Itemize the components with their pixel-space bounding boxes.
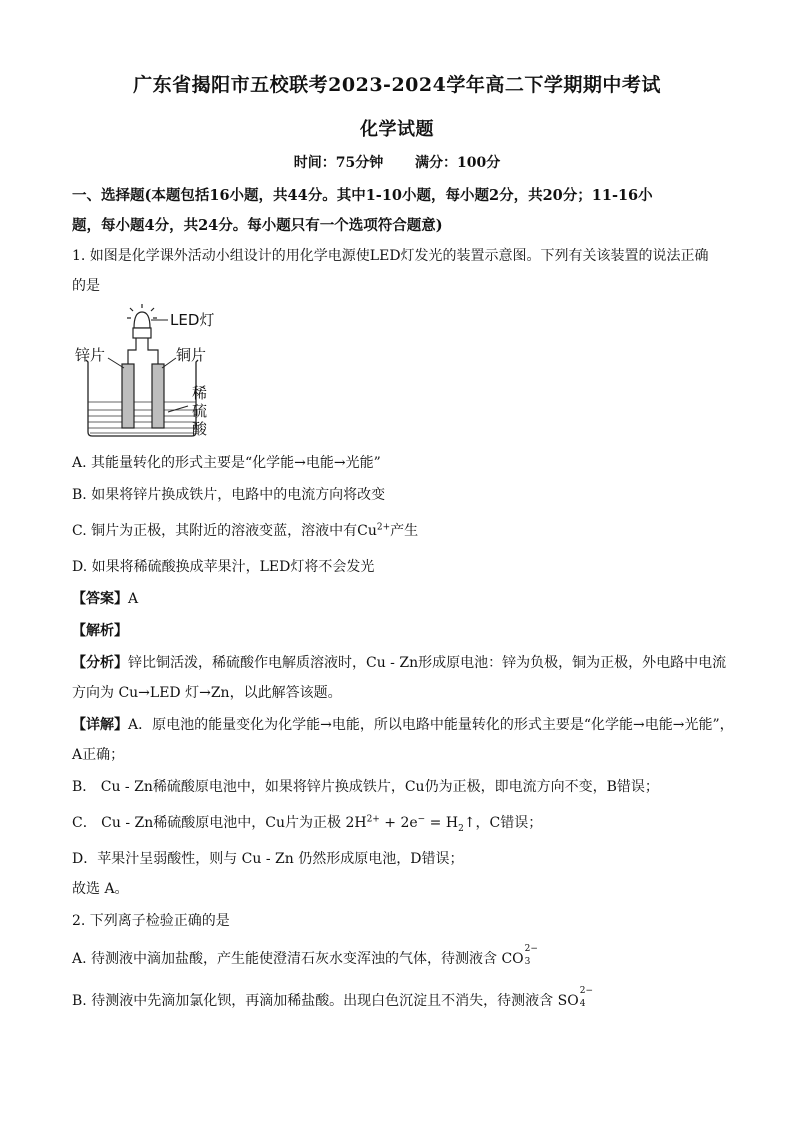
circuit-wires <box>128 338 158 364</box>
copper-pointer-line <box>162 358 176 368</box>
q2-option-a-ion <box>524 944 540 967</box>
detail-tag: 【详解】 <box>72 717 128 733</box>
copper-plate <box>152 364 164 428</box>
q1-stem-line-1: 1. 如图是化学课外活动小组设计的用化学电源使LED灯发光的装置示意图。下列有关该装置的说法正确 <box>72 248 709 264</box>
section-heading-line-2: 题，每小题4分，共24分。每小题只有一个选项符合题意) <box>72 217 443 234</box>
zinc-label: 锌片 <box>75 346 106 364</box>
q1-answer <box>72 588 138 608</box>
q1-fenxi-line-1 <box>72 652 726 672</box>
detail-c-subscript: 2 <box>458 823 464 834</box>
led-bulb-icon <box>127 304 157 338</box>
detail-c-text: C． Cu - Zn稀硫酸原电池中，Cu片为正极 2H <box>72 815 367 831</box>
beaker-icon <box>86 360 198 436</box>
section-heading-line-1: 一、选择题(本题包括16小题，共44分。其中1-10小题，每小题2分，共20分；11-16小 <box>72 187 653 204</box>
acid-solution <box>88 402 196 433</box>
q2-option-a-charge: 2− <box>524 944 538 954</box>
q2-option-b-charge: 2− <box>579 986 593 996</box>
answer-tag: 【答案】 <box>72 591 128 607</box>
fenxi-tag: 【分析】 <box>72 655 128 671</box>
detail-c-charge-1: 2+ <box>366 814 380 825</box>
q1-detail-a-line-2: A正确； <box>72 747 125 763</box>
q1-conclusion: 故选 A。 <box>72 881 129 897</box>
q1-detail-d: D．苹果汁呈弱酸性，则与 Cu - Zn 仍然形成原电池，D错误； <box>72 851 464 867</box>
led-label: LED灯 <box>170 311 215 329</box>
q2-option-b-subscript: 4 <box>579 999 586 1009</box>
copper-label: 铜片 <box>176 346 207 364</box>
q1-stem-line-2: 的是 <box>72 278 100 294</box>
galvanic-cell-figure <box>72 302 232 442</box>
detail-c-eq: = H <box>425 815 459 831</box>
q2-option-a <box>72 944 540 968</box>
acid-pointer-line <box>168 406 188 412</box>
detail-c-mid: + 2e <box>379 815 418 831</box>
q2-option-b-text: B. 待测液中先滴加氯化钡，再滴加稀盐酸。出现白色沉淀且不消失，待测液含 SO <box>72 993 579 1009</box>
answer-value: A <box>128 591 139 607</box>
q1-detail-b: B． Cu - Zn稀硫酸原电池中，如果将锌片换成铁片，Cu仍为正极，即电流方向不变，B错误； <box>72 779 659 795</box>
q2-option-a-subscript: 3 <box>524 957 531 967</box>
q1-option-b: B. 如果将锌片换成铁片，电路中的电流方向将改变 <box>72 487 386 503</box>
q2-stem: 2. 下列离子检验正确的是 <box>72 913 230 929</box>
analysis-tag: 【解析】 <box>72 623 128 639</box>
detail-a-text-1: A．原电池的能量变化为化学能→电能，所以电路中能量转化的形式主要是“化学能→电能→光能”， <box>128 717 734 733</box>
q1-option-c-tail: 产生 <box>390 523 419 539</box>
acid-label-2: 硫 <box>192 402 208 420</box>
q1-fenxi-line-2: 方向为 Cu→LED 灯→Zn，以此解答该题。 <box>72 685 342 701</box>
q1-option-d: D. 如果将稀硫酸换成苹果汁，LED灯将不会发光 <box>72 559 375 575</box>
detail-c-tail: ↑，C错误； <box>463 815 543 831</box>
q2-option-b-ion <box>579 986 595 1009</box>
time-label: 时间：75分钟 <box>293 155 384 171</box>
zinc-plate <box>122 364 134 428</box>
fenxi-text-1: 锌比铜活泼，稀硫酸作电解质溶液时，Cu - Zn形成原电池：锌为负极，铜为正极，外电路中电流 <box>128 655 727 671</box>
acid-label-3: 酸 <box>192 420 208 438</box>
zinc-pointer-line <box>108 358 124 368</box>
page-subtitle: 化学试题 <box>360 119 434 140</box>
q2-option-b <box>72 986 595 1010</box>
q1-option-c <box>72 520 418 540</box>
q1-detail-a-line-1 <box>72 714 734 734</box>
q1-option-c-charge: 2+ <box>376 522 391 533</box>
score-label: 满分：100分 <box>415 155 501 171</box>
q2-option-a-text: A. 待测液中滴加盐酸，产生能使澄清石灰水变浑浊的气体，待测液含 CO <box>72 951 524 967</box>
acid-label-1: 稀 <box>192 384 208 402</box>
q1-detail-c <box>72 812 542 832</box>
q1-option-c-text: C. 铜片为正极，其附近的溶液变蓝，溶液中有Cu <box>72 523 377 539</box>
detail-c-charge-2: − <box>417 814 426 825</box>
exam-info <box>0 152 794 172</box>
page-title: 广东省揭阳市五校联考2023-2024学年高二下学期期中考试 <box>133 74 661 96</box>
q1-option-a: A. 其能量转化的形式主要是“化学能→电能→光能” <box>72 455 381 471</box>
